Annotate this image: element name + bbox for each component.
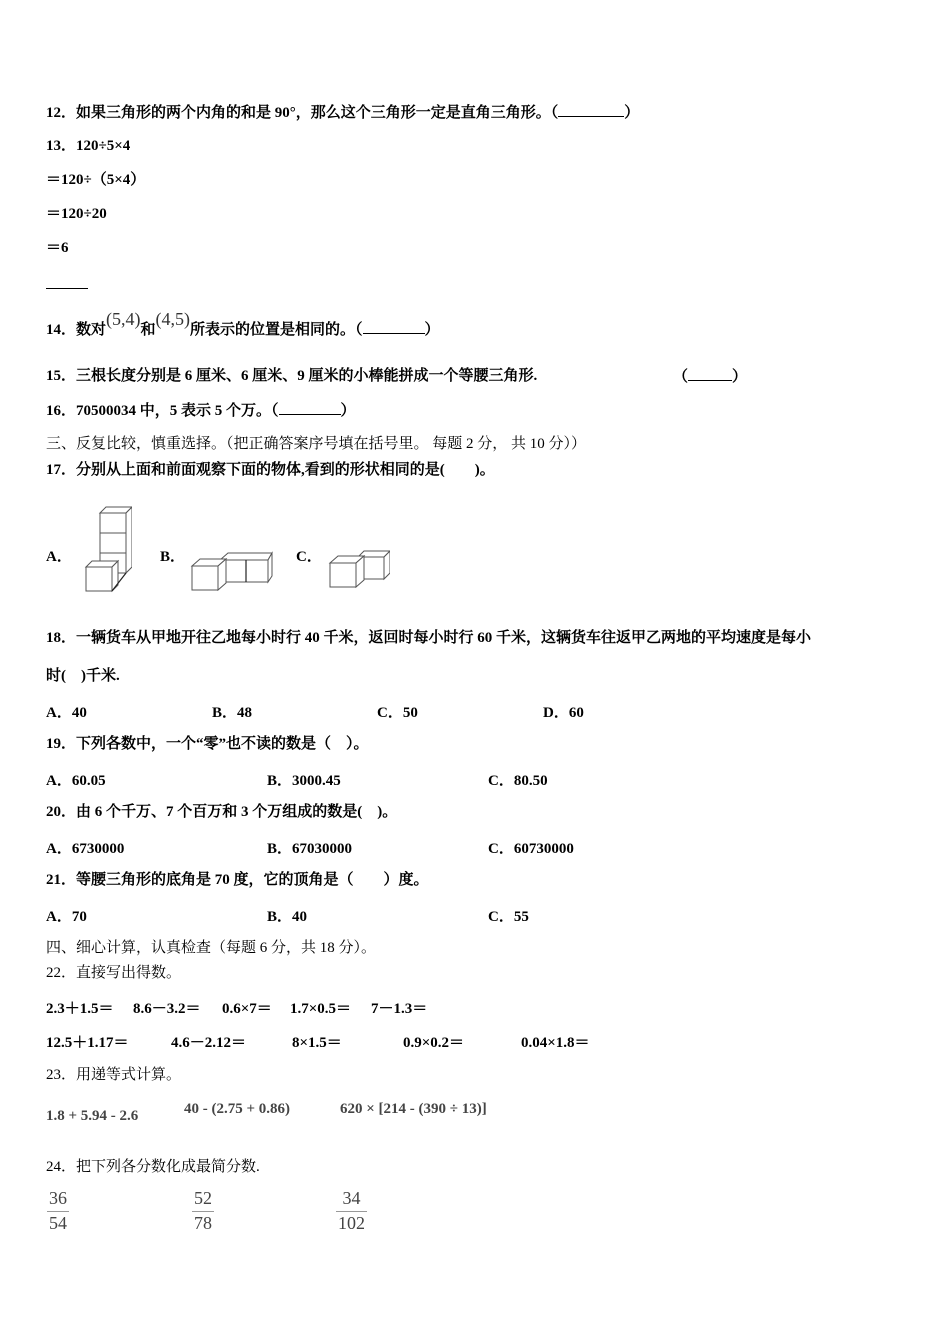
calc-item: 0.04×1.8＝	[521, 1035, 590, 1051]
question-13-line-3: ＝120÷20	[46, 206, 107, 222]
q18-option-a[interactable]: A．40	[46, 705, 87, 721]
answer-blank[interactable]	[688, 367, 732, 381]
option-a-label[interactable]: A．	[46, 549, 72, 565]
q19-option-b[interactable]: B．3000.45	[267, 773, 341, 789]
question-24: 24．把下列各分数化成最简分数.	[46, 1159, 260, 1175]
answer-blank[interactable]	[279, 401, 341, 415]
calc-item: 0.9×0.2＝	[403, 1035, 465, 1051]
question-18-line-1: 18．一辆货车从甲地开往乙地每小时行 40 千米，返回时每小时行 60 千米，这辆货车往返甲乙两地的平均速度是每小	[46, 630, 812, 646]
option-c-label[interactable]: C．	[296, 549, 322, 565]
question-14: 14．数对(5,4)和(4,5)所表示的位置是相同的。（ ）	[46, 309, 440, 338]
fraction-2: 52 78	[194, 1188, 212, 1233]
q21-option-c[interactable]: C．55	[488, 909, 529, 925]
section-4-heading: 四、细心计算，认真检查（每题 6 分，共 18 分）。	[46, 940, 377, 956]
q18-option-d[interactable]: D．60	[543, 705, 584, 721]
calc-item: 4.6－2.12＝	[171, 1035, 247, 1051]
question-23: 23．用递等式计算。	[46, 1067, 182, 1083]
option-b-label[interactable]: B．	[160, 549, 186, 565]
q20-option-b[interactable]: B．67030000	[267, 841, 353, 857]
calc-item: 1.7×0.5＝	[290, 1001, 352, 1017]
cube-row-c-figure	[328, 548, 390, 590]
question-16: 16．70500034 中，5 表示 5 个万。（ ）	[46, 403, 356, 419]
question-22: 22．直接写出得数。	[46, 965, 182, 981]
expression-3: 620 × [214 - (390 ÷ 13)]	[340, 1101, 487, 1117]
question-18-line-2: 时( )千米.	[46, 668, 120, 684]
question-21: 21．等腰三角形的底角是 70 度，它的顶角是（ ）度。	[46, 872, 429, 888]
q20-option-c[interactable]: C．60730000	[488, 841, 574, 857]
question-13-line-1: 13．120÷5×4	[46, 138, 131, 154]
fraction-1: 36 54	[49, 1188, 67, 1233]
q20-option-a[interactable]: A．6730000	[46, 841, 125, 857]
section-3-heading: 三、反复比较，慎重选择。（把正确答案序号填在括号里。 每题 2 分， 共 10 分））	[46, 436, 587, 452]
coordinate-pair: (5,4)	[106, 309, 141, 329]
answer-blank[interactable]	[558, 103, 624, 117]
question-13-line-4: ＝6	[46, 240, 69, 256]
q18-option-b[interactable]: B．48	[212, 705, 253, 721]
fraction-3: 34 102	[338, 1188, 365, 1233]
calc-item: 0.6×7＝	[222, 1001, 272, 1017]
expression-1: 1.8 + 5.94 - 2.6	[46, 1108, 139, 1124]
question-20: 20．由 6 个千万、7 个百万和 3 个万组成的数是( )。	[46, 804, 398, 820]
calc-item: 2.3＋1.5＝	[46, 1001, 114, 1017]
question-12: 12．如果三角形的两个内角的和是 90°，那么这个三角形一定是直角三角形。（ ）	[46, 105, 640, 121]
calc-item: 12.5＋1.17＝	[46, 1035, 129, 1051]
q21-option-b[interactable]: B．40	[267, 909, 308, 925]
q19-option-a[interactable]: A．60.05	[46, 773, 106, 789]
question-13-line-2: ＝120÷（5×4）	[46, 172, 146, 188]
calc-item: 7－1.3＝	[371, 1001, 428, 1017]
calc-item: 8×1.5＝	[292, 1035, 342, 1051]
expression-2: 40 - (2.75 + 0.86)	[184, 1101, 291, 1117]
q18-option-c[interactable]: C．50	[377, 705, 418, 721]
calc-item: 8.6－3.2＝	[133, 1001, 201, 1017]
question-15: 15．三根长度分别是 6 厘米、6 厘米、9 厘米的小棒能拼成一个等腰三角形.	[46, 368, 538, 384]
cube-stack-a-figure	[82, 503, 132, 593]
answer-blank[interactable]	[46, 288, 88, 289]
question-17: 17．分别从上面和前面观察下面的物体,看到的形状相同的是( )。	[46, 462, 495, 478]
coordinate-pair: (4,5)	[155, 309, 191, 329]
question-15-answer: （ ）	[673, 369, 748, 385]
question-12-text: 12．如果三角形的两个内角的和是 90°，那么这个三角形一定是直角三角形。（	[46, 105, 559, 121]
cube-row-b-figure	[190, 550, 274, 594]
question-19: 19．下列各数中，一个“零”也不读的数是（ ）。	[46, 736, 369, 752]
q19-option-c[interactable]: C．80.50	[488, 773, 548, 789]
answer-blank[interactable]	[363, 320, 425, 334]
q21-option-a[interactable]: A．70	[46, 909, 87, 925]
